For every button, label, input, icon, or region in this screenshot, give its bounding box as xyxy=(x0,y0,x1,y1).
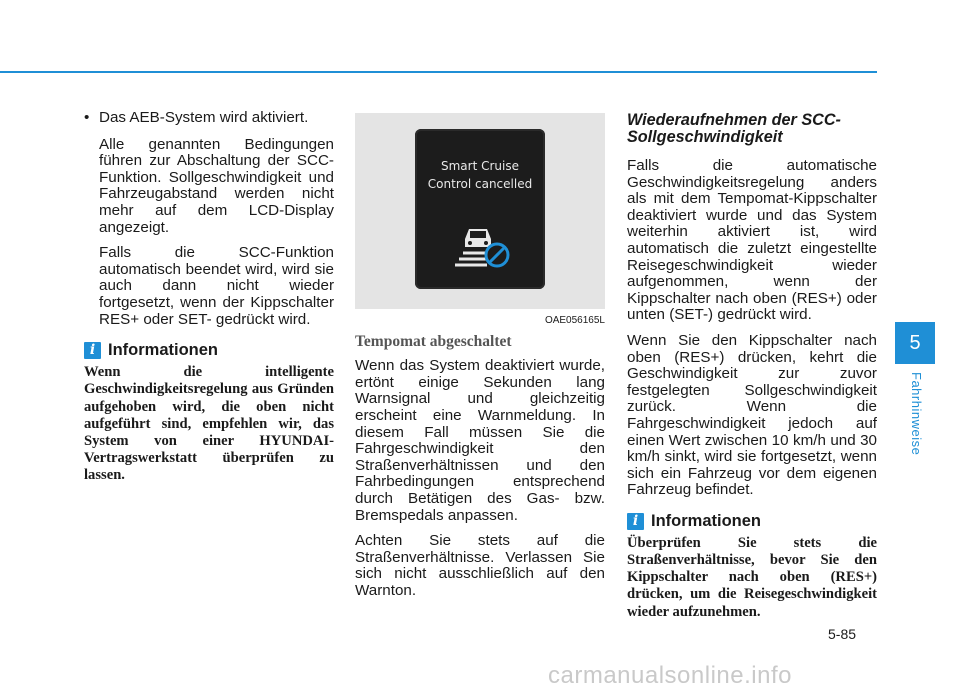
bullet-dot: • xyxy=(84,109,90,126)
section-title: Wiederaufnehmen der SCC-Sollgeschwindigkeit xyxy=(627,111,841,146)
column-right xyxy=(627,110,877,621)
paragraph: Wenn das System deaktiviert wurde, ertönt einige Sekunden lang Warnsignal und gleichzeitig erscheint eine Warnmeldung. In diesem Fall müssen Sie die Fahrgeschwindigkeit den Straßenverhältnissen und den Fahrbedingungen entsprechend durch Betätigen des Gas- bzw. Bremspedals anpassen. xyxy=(355,357,605,524)
info-title: Informationen xyxy=(108,341,218,360)
paragraph: Falls die automatische Geschwindigkeitsregelung anders als mit dem Tempomat-Kippschalter deaktiviert wurde und das System weiterhin aktiviert ist, wird automatisch die zuletzt eingestellte Reisegeschwindigkeit wieder aufgenommen, wenn der Kippschalter nach oben (RES+) oder unten (SET-) gedrückt wird. xyxy=(627,157,877,324)
display-line: Smart Cruise xyxy=(441,159,519,173)
bullet-item xyxy=(84,110,334,127)
paragraph: Falls die SCC-Funktion automatisch beendet wird, wird sie auch dann nicht wieder fortgesetzt, wenn der Kippschalter RES+ oder SET- gedrückt wird. xyxy=(99,244,334,328)
chapter-label: Fahrhinweise xyxy=(909,372,924,456)
column-middle xyxy=(355,110,605,609)
section-heading: Tempomat abgeschaltet xyxy=(355,332,512,350)
display-line: Control cancelled xyxy=(427,177,533,191)
header-rule xyxy=(0,71,877,73)
info-icon: i xyxy=(627,513,644,530)
cluster-figure xyxy=(355,113,605,309)
info-text: Überprüfen Sie stets die Straßenverhältnisse, bevor Sie den Kippschalter nach oben (RES+) drücken, um die Reisegeschwindigkeit wieder aufzunehmen. xyxy=(627,534,877,620)
info-title: Informationen xyxy=(651,512,761,531)
paragraph: Alle genannten Bedingungen führen zur Abschaltung der SCC-Funktion. Sollgeschwindigkeit und Fahrzeugabstand werden nicht mehr auf dem LCD-Display angezeigt. xyxy=(99,135,334,236)
cruise-cancel-icon xyxy=(453,219,513,271)
info-heading xyxy=(84,342,334,359)
info-heading xyxy=(627,513,877,530)
column-left xyxy=(84,110,334,485)
chapter-tab[interactable]: 5 xyxy=(895,322,935,364)
paragraph: Achten Sie stets auf die Straßenverhältnisse. Verlassen Sie sich nicht ausschließlich auf den Warnton. xyxy=(355,532,605,599)
bullet-text: Das AEB-System wird aktiviert. xyxy=(99,109,309,126)
info-icon: i xyxy=(84,342,101,359)
paragraph: Wenn Sie den Kippschalter nach oben (RES+) drücken, kehrt die Geschwindigkeit zur zuvor festgelegten Sollgeschwindigkeit zurück. Wenn die Fahrgeschwindigkeit jedoch auf einen Wert zwischen 10 km/h und 30 km/h sinkt, wird sie fortgesetzt, wenn sich ein Fahrzeug vor dem eigenen Fahrzeug befindet. xyxy=(627,331,877,499)
page-number: 5-85 xyxy=(828,626,857,642)
lcd-display xyxy=(415,129,545,289)
watermark: carmanualsonline.info xyxy=(548,662,792,689)
display-message xyxy=(415,157,545,193)
figure-code: OAE056165L xyxy=(544,315,605,326)
info-text: Wenn die intelligente Geschwindigkeitsregelung aus Gründen aufgehoben wird, die oben nicht aufgeführt sind, empfehlen wir, das System von einer HYUNDAI-Vertragswerkstatt überprüfen zu lassen. xyxy=(84,364,334,484)
